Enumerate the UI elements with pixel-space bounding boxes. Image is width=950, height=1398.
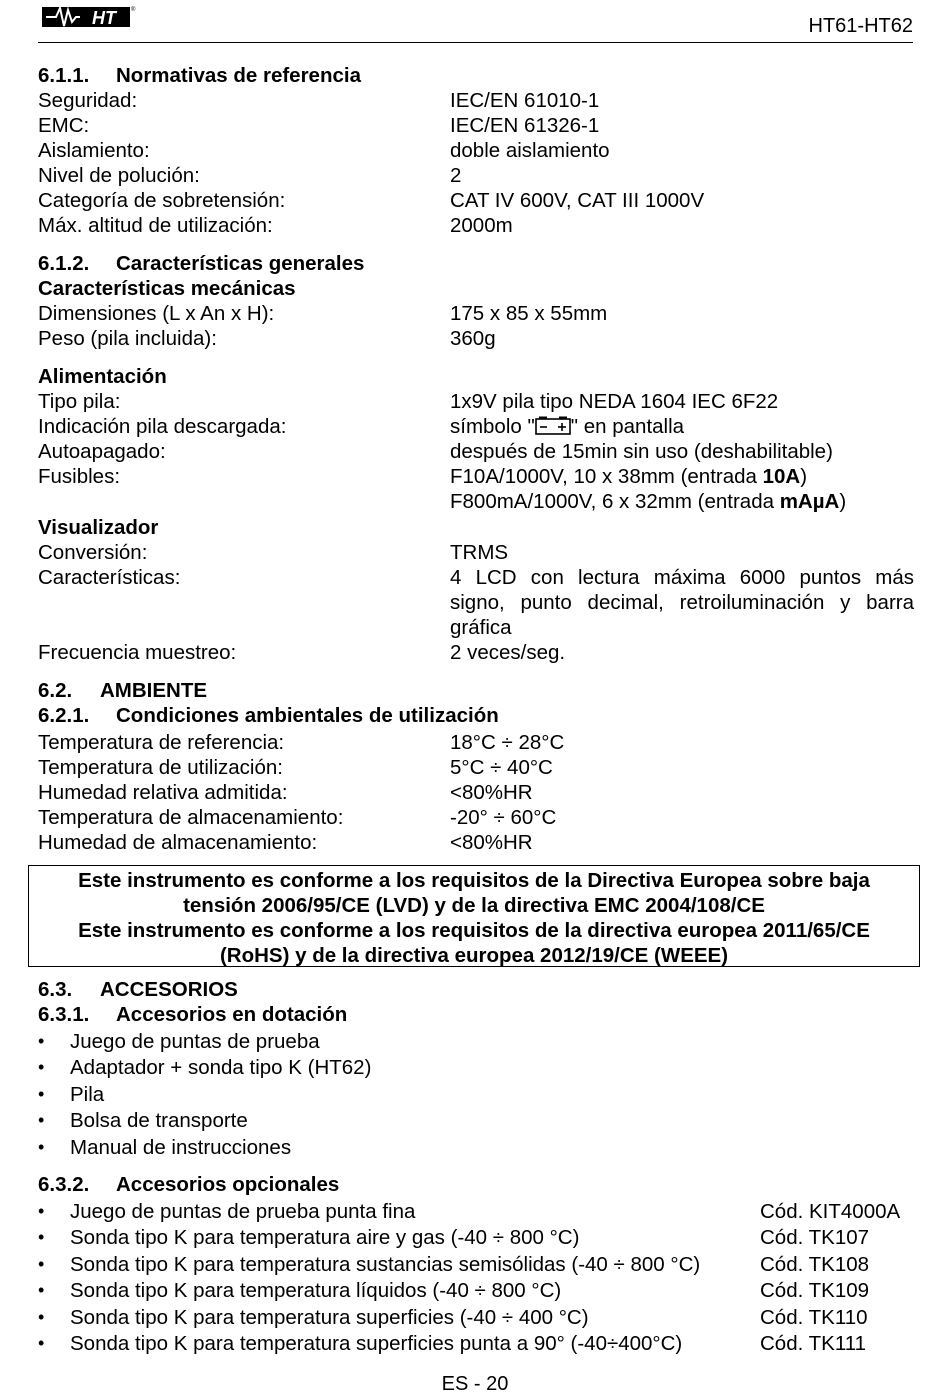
list-item: • Adaptador + sonda tipo K (HT62) xyxy=(38,1056,372,1080)
section-heading: 6.3.1. Accesorios en dotación xyxy=(38,1003,348,1026)
spec-row: Temperatura de almacenamiento: -20° ÷ 60°C xyxy=(38,806,557,829)
compliance-notice xyxy=(28,865,920,967)
list-item: • Bolsa de transporte xyxy=(38,1109,248,1133)
battery-icon xyxy=(535,416,571,436)
spec-row: F800mA/1000V, 6 x 32mm (entrada mAµA) xyxy=(450,490,847,513)
section-heading: 6.2. AMBIENTE xyxy=(38,679,208,702)
spec-row: Humedad relativa admitida: <80%HR xyxy=(38,781,533,804)
section-heading: 6.1.1. Normativas de referencia xyxy=(38,64,361,87)
list-item: • Pila xyxy=(38,1082,105,1106)
subheading-visualizador: Visualizador xyxy=(38,516,159,539)
spec-row: Temperatura de referencia: 18°C ÷ 28°C xyxy=(38,731,565,754)
list-item: • Sonda tipo K para temperatura aire y gas (-40 ÷ 800 °C) Cód. TK107 xyxy=(38,1226,870,1250)
list-item: • Sonda tipo K para temperatura superficies (-40 ÷ 400 °C) Cód. TK110 xyxy=(38,1305,868,1329)
svg-text:HT: HT xyxy=(92,8,116,28)
display-block xyxy=(38,515,914,665)
notice-line: tensión 2006/95/CE (LVD) y de la directiva EMC 2004/108/CE xyxy=(183,894,765,917)
svg-text:®: ® xyxy=(131,7,136,13)
spec-row: Aislamiento: doble aislamiento xyxy=(38,139,610,162)
spec-row: Nivel de polución: 2 xyxy=(38,164,462,187)
section-6-3 xyxy=(38,977,914,1027)
section-6-1-1 xyxy=(38,63,914,238)
list-item: • Juego de puntas de prueba xyxy=(38,1029,320,1053)
section-heading: 6.3.2. Accesorios opcionales xyxy=(38,1173,340,1196)
section-6-1-2 xyxy=(38,251,914,351)
spec-row: Fusibles: F10A/1000V, 10 x 38mm (entrada 10A) xyxy=(38,465,808,488)
spec-row: Frecuencia muestreo: 2 veces/seg. xyxy=(38,641,566,664)
spec-row: Características: 4 LCD con lectura máxima 6000 puntos más signo, punto decimal, retroiluminación y barra gráfica xyxy=(38,566,914,639)
page-header xyxy=(38,0,913,43)
spec-row: Autoapagado: después de 15min sin uso (deshabilitable) xyxy=(38,440,833,463)
section-6-3-2 xyxy=(38,1172,914,1197)
spec-row: Dimensiones (L x An x H): 175 x 85 x 55mm xyxy=(38,302,608,325)
spec-row: Indicación pila descargada: símbolo " " en pantalla xyxy=(38,415,685,438)
spec-row: Peso (pila incluida): 360g xyxy=(38,327,496,350)
page-number: ES - 20 xyxy=(441,1373,509,1395)
subheading-mecanicas: Características mecánicas xyxy=(38,277,296,300)
model-label: HT61-HT62 xyxy=(808,15,913,37)
section-heading: 6.2.1. Condiciones ambientales de utilización xyxy=(38,704,499,727)
notice-line: Este instrumento es conforme a los requisitos de la Directiva Europea sobre baja xyxy=(78,869,870,892)
optional-accessories-list xyxy=(38,1198,914,1357)
spec-row: Conversión: TRMS xyxy=(38,541,509,564)
spec-row: Categoría de sobretensión: CAT IV 600V, CAT III 1000V xyxy=(38,189,705,212)
power-block xyxy=(38,364,914,514)
list-item: • Juego de puntas de prueba punta fina Cód. KIT4000A xyxy=(38,1199,901,1223)
section-6-2-1 xyxy=(38,730,914,855)
included-accessories-list xyxy=(38,1028,914,1161)
list-item: • Sonda tipo K para temperatura sustancias semisólidas (-40 ÷ 800 °C) Cód. TK108 xyxy=(38,1252,870,1276)
spec-row: Temperatura de utilización: 5°C ÷ 40°C xyxy=(38,756,553,779)
section-heading: 6.1.2. Características generales xyxy=(38,252,365,275)
notice-line: (RoHS) y de la directiva europea 2012/19/CE (WEEE) xyxy=(219,944,729,967)
spec-row: Seguridad: IEC/EN 61010-1 xyxy=(38,89,600,112)
ht-logo xyxy=(42,4,134,30)
spec-row: Tipo pila: 1x9V pila tipo NEDA 1604 IEC 6F22 xyxy=(38,390,779,413)
section-heading: 6.3. ACCESORIOS xyxy=(38,978,238,1001)
notice-line: Este instrumento es conforme a los requisitos de la directiva europea 2011/65/CE xyxy=(78,919,870,942)
spec-row: EMC: IEC/EN 61326-1 xyxy=(38,114,600,137)
subheading-alimentacion: Alimentación xyxy=(38,365,167,388)
list-item: • Manual de instrucciones xyxy=(38,1135,292,1159)
section-6-2 xyxy=(38,678,914,728)
list-item: • Sonda tipo K para temperatura superficies punta a 90° (-40÷400°C) Cód. TK111 xyxy=(38,1332,866,1356)
list-item: • Sonda tipo K para temperatura líquidos (-40 ÷ 800 °C) Cód. TK109 xyxy=(38,1279,870,1303)
spec-row: Humedad de almacenamiento: <80%HR xyxy=(38,831,533,854)
spec-row: Máx. altitud de utilización: 2000m xyxy=(38,214,513,237)
